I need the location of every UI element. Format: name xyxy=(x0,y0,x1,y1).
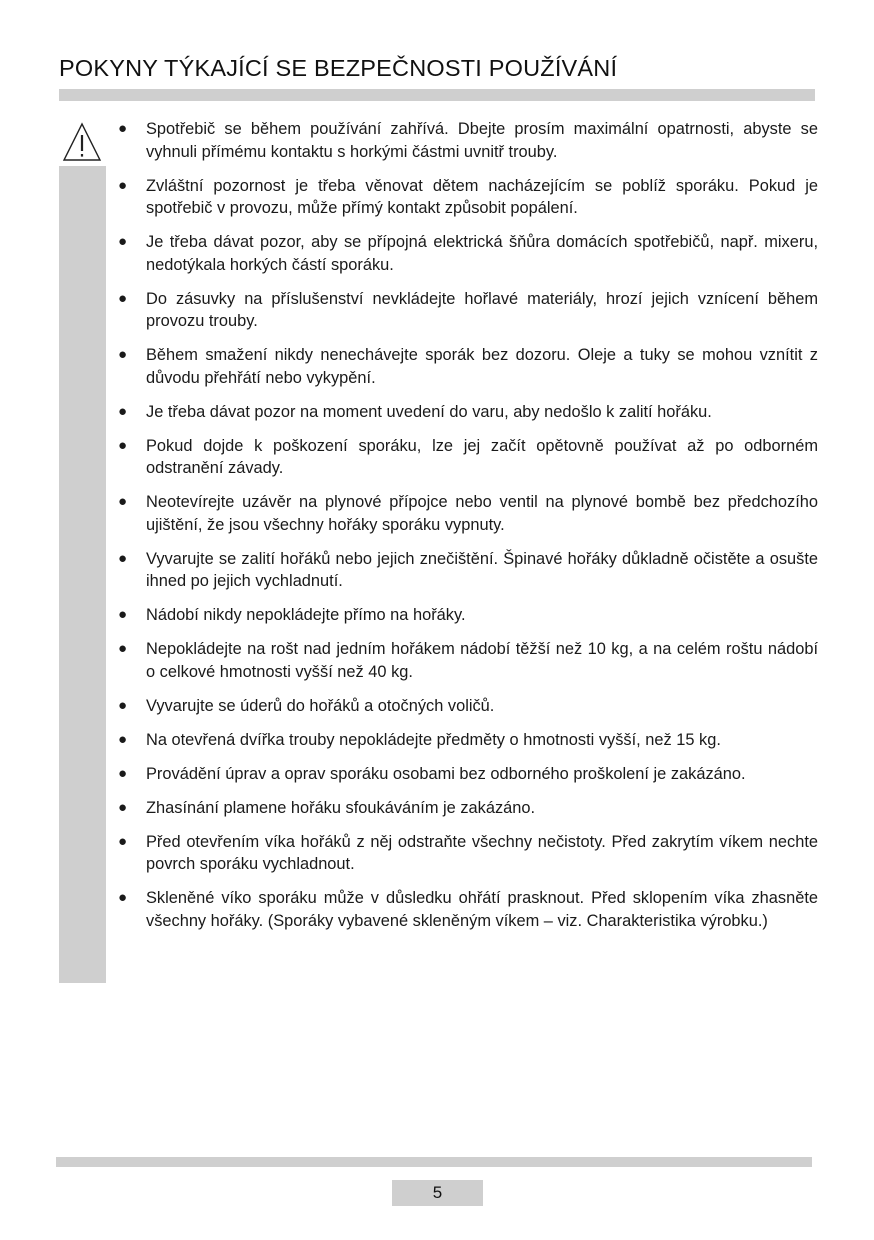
list-item-text: Vyvarujte se zalití hořáků nebo jejich znečištění. Špinavé hořáky důkladně očistěte a osušte ihned po jejich vychladnutí. xyxy=(146,549,818,590)
warning-sidebar xyxy=(59,116,106,983)
list-item-text: Je třeba dávat pozor na moment uvedení do varu, aby nedošlo k zalití hořáku. xyxy=(146,402,712,421)
list-item xyxy=(118,695,818,718)
list-item-text: Nepokládejte na rošt nad jedním hořákem nádobí těžší než 10 kg, a na celém roštu nádobí o celkové hmotnosti vyšší než 40 kg. xyxy=(146,640,818,681)
bullet-icon: ● xyxy=(118,696,128,714)
list-item xyxy=(118,175,818,220)
bullet-icon: ● xyxy=(118,493,128,510)
list-item-text: Zhasínání plamene hořáku sfoukáváním je zakázáno. xyxy=(146,798,536,817)
list-item xyxy=(118,763,818,786)
list-item xyxy=(118,118,818,163)
list-item xyxy=(118,729,818,752)
page-title: POKYNY TÝKAJÍCÍ SE BEZPEČNOSTI POUŽÍVÁNÍ xyxy=(59,55,618,81)
bullet-icon: ● xyxy=(118,798,128,816)
list-item-text: Do zásuvky na příslušenství nevkládejte hořlavé materiály, hrozí jejich vznícení během provozu trouby. xyxy=(146,289,818,330)
list-item-text: Zvláštní pozornost je třeba věnovat dětem nacházejícím se poblíž sporáku. Pokud je spotřebič v provozu, může přímý kontakt způsobit popálení. xyxy=(146,176,818,217)
list-item-text: Vyvarujte se úderů do hořáků a otočných voličů. xyxy=(146,696,495,715)
list-item-text: Na otevřená dvířka trouby nepokládejte předměty o hmotnosti vyšší, než 15 kg. xyxy=(146,730,721,749)
list-item xyxy=(118,435,818,480)
list-item xyxy=(118,797,818,820)
list-item xyxy=(118,638,818,683)
list-item xyxy=(118,887,818,932)
bullet-icon: ● xyxy=(118,233,128,250)
list-item-text: Provádění úprav a oprav sporáku osobami bez odborného proškolení je zakázáno. xyxy=(146,764,746,783)
list-item-text: Spotřebič se během používání zahřívá. Dbejte prosím maximální opatrnosti, abyste se vyhnuli přímému kontaktu s horkými částmi uvnitř trouby. xyxy=(146,120,818,161)
bullet-icon: ● xyxy=(118,402,128,420)
warning-triangle-icon xyxy=(59,116,106,166)
list-item xyxy=(118,401,818,424)
page-number: 5 xyxy=(392,1180,483,1206)
list-item xyxy=(118,604,818,627)
bullet-icon: ● xyxy=(118,832,128,850)
list-item xyxy=(118,231,818,276)
bullet-icon: ● xyxy=(118,436,128,454)
list-item xyxy=(118,831,818,876)
bullet-icon: ● xyxy=(118,764,128,782)
list-item-text: Neotevírejte uzávěr na plynové přípojce nebo ventil na plynové bombě bez předchozího ujištění, že jsou všechny hořáky sporáku vypnuty. xyxy=(146,493,818,534)
bullet-icon: ● xyxy=(118,289,128,307)
list-item xyxy=(118,344,818,389)
bullet-icon: ● xyxy=(118,640,128,657)
bullet-icon: ● xyxy=(118,549,128,567)
list-item xyxy=(118,491,818,536)
safety-instructions-list xyxy=(118,118,818,944)
bullet-icon: ● xyxy=(118,889,128,906)
list-item-text: Je třeba dávat pozor, aby se přípojná elektrická šňůra domácích spotřebičů, např. mixeru, nedotýkala horkých částí sporáku. xyxy=(146,233,818,274)
list-item-text: Skleněné víko sporáku může v důsledku ohřátí prasknout. Před sklopením víka zhasněte všechny hořáky. (Sporáky vybavené skleněným víkem – viz. Charakteristika výrobku.) xyxy=(146,889,818,930)
list-item-text: Během smažení nikdy nenechávejte sporák bez dozoru. Oleje a tuky se mohou vznítit z důvodu přehřátí nebo vykypění. xyxy=(146,346,818,387)
list-item xyxy=(118,548,818,593)
list-item-text: Pokud dojde k poškození sporáku, lze jej začít opětovně používat až po odborném odstranění závady. xyxy=(146,436,818,477)
list-item xyxy=(118,288,818,333)
footer-divider xyxy=(56,1157,812,1167)
bullet-icon: ● xyxy=(118,176,128,194)
bullet-icon: ● xyxy=(118,120,128,137)
bullet-icon: ● xyxy=(118,730,128,748)
list-item-text: Před otevřením víka hořáků z něj odstraňte všechny nečistoty. Před zakrytím víkem nechte povrch sporáku vychladnout. xyxy=(146,832,818,873)
list-item-text: Nádobí nikdy nepokládejte přímo na hořáky. xyxy=(146,606,466,624)
warning-triangle-icon-graphic xyxy=(60,120,104,164)
title-divider xyxy=(59,89,815,101)
bullet-icon: ● xyxy=(118,606,128,623)
bullet-icon: ● xyxy=(118,346,128,363)
